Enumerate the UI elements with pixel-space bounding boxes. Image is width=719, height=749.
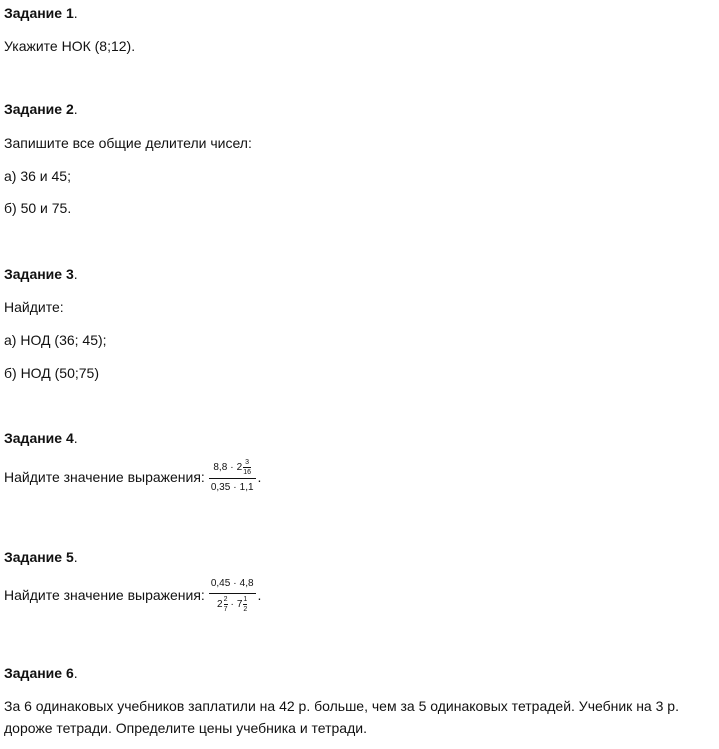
task4-num-whole: 2 [236,461,243,473]
task4-den-a: 0,35 [210,482,231,493]
task5-den-frac1-bar [224,604,228,605]
task5-denominator [215,596,249,613]
task2-item-b: б) 50 и 75. [4,200,72,216]
task4-num-small-fraction [243,459,251,476]
task4-fraction-bar [209,478,256,479]
task4-num-frac-n: 3 [245,459,250,466]
task5-fraction [209,577,256,613]
task5-expression [4,577,261,613]
task4-den-b: 1,1 [239,482,254,493]
task4-title: Задание 4 [4,430,74,446]
task3-item-b: б) НОД (50;75) [4,365,99,381]
task2-text: Запишите все общие делители чисел: [4,135,252,151]
task4-num-dot: · [230,461,234,473]
task4-fraction [209,459,256,495]
task2-heading [4,100,78,118]
task4-text: Найдите значение выражения: [4,469,205,485]
task4-num-frac-d: 16 [243,469,251,476]
task5-num-dot: · [233,578,237,589]
task5-fraction-bar [209,593,256,594]
task3-text: Найдите: [4,299,64,315]
task3-title-period: . [73,266,78,282]
task5-den-frac1-d: 7 [223,606,228,613]
task5-den-small-fraction2 [243,596,247,613]
task2-title-period: . [73,101,78,117]
task5-end-period: . [257,587,262,603]
task5-den-whole1: 2 [217,598,223,610]
task1-title: Задание 1 [4,5,74,21]
task5-den-frac1-n: 2 [223,596,228,603]
task1-title-period: . [73,5,78,21]
task5-den-frac2-n: 1 [243,596,248,603]
task4-num-a: 8,8 [213,461,228,473]
task6-heading [4,664,78,682]
task2-title: Задание 2 [4,101,74,117]
task2-item-a: а) 36 и 45; [4,168,71,184]
task4-heading [4,429,78,447]
task4-title-period: . [73,430,78,446]
task5-text: Найдите значение выражения: [4,587,205,603]
task5-numerator [209,577,256,591]
task5-den-small-fraction1 [224,596,228,613]
task3-title: Задание 3 [4,266,74,282]
task4-expression [4,459,261,495]
task6-text: За 6 одинаковых учебников заплатили на 42 р. больше, чем за 5 одинаковых тетрадей. Учебник на 3 р. дороже тетради. Определите цены учебника и тетради. [4,698,679,736]
task4-den-dot: · [233,482,237,493]
task3-item-a: а) НОД (36; 45); [4,332,107,348]
task4-numerator [211,459,253,476]
task5-den-frac2-bar [243,604,247,605]
task6-title-period: . [73,665,78,681]
task5-heading [4,548,78,566]
task5-title: Задание 5 [4,549,74,565]
task4-denominator [209,481,256,495]
task4-num-frac-bar [243,467,251,468]
task3-heading [4,265,78,283]
task6-title: Задание 6 [4,665,74,681]
task5-num-b: 4,8 [239,578,254,589]
task5-title-period: . [73,549,78,565]
task5-num-a: 0,45 [210,578,231,589]
task1-text: Укажите НОК (8;12). [4,38,136,54]
task5-den-dot: · [230,598,234,610]
task4-end-period: . [257,469,262,485]
task1-heading [4,4,78,22]
task5-den-whole2: 7 [236,598,243,610]
task5-den-frac2-d: 2 [243,606,248,613]
